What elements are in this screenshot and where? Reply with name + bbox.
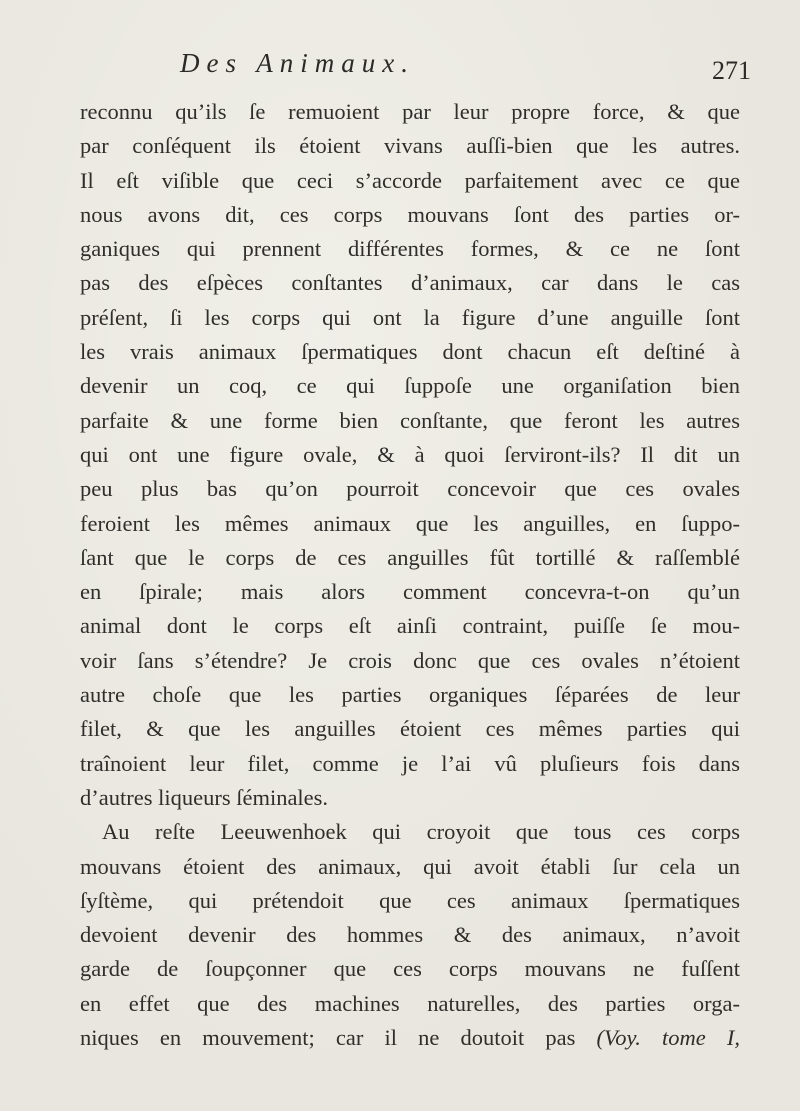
running-head: [0, 42, 800, 85]
text-line: mouvans étoient des animaux, qui avoit établi ſur cela un: [80, 853, 740, 879]
text-line: ganiques qui prennent différentes formes, & ce ne ſont: [80, 236, 740, 262]
text-line: les vrais animaux ſpermatiques dont chacun eſt deſtiné à: [80, 339, 740, 365]
volume-reference: (Voy. tome I,: [596, 1025, 741, 1051]
text-line: pas des eſpèces conſtantes d’animaux, car dans le cas: [80, 270, 740, 296]
text-line: qui ont une figure ovale, & à quoi ſerviront-ils? Il dit un: [80, 441, 740, 467]
running-title: Des Animaux.: [180, 48, 415, 78]
text-line: préſent, ſi les corps qui ont la figure d’une anguille ſont: [80, 304, 740, 330]
text-line: ſyſtème, qui prétendoit que ces animaux ſpermatiques: [80, 887, 740, 913]
text-line: Au reſte Leeuwenhoek qui croyoit que tous ces corps: [102, 819, 740, 845]
text-line: feroient les mêmes animaux que les anguilles, en ſuppo-: [80, 510, 740, 536]
text-line: animal dont le corps eſt ainſi contraint, puiſſe ſe mou-: [80, 613, 740, 639]
text-line-final-body: niques en mouvement; car il ne doutoit pas: [80, 1025, 576, 1051]
text-line: en ſpirale; mais alors comment concevra-t-on qu’un: [80, 579, 740, 605]
text-line-final: [80, 1021, 740, 1055]
text-line: traînoient leur filet, comme je l’ai vû pluſieurs fois dans: [80, 750, 740, 776]
text-line: filet, & que les anguilles étoient ces mêmes parties qui: [80, 716, 740, 742]
text-line: peu plus bas qu’on pourroit concevoir que ces ovales: [80, 476, 740, 502]
text-line: autre choſe que les parties organiques ſéparées de leur: [80, 682, 740, 708]
text-line: par conſéquent ils étoient vivans auſſi-bien que les autres.: [80, 133, 740, 159]
text-line: reconnu qu’ils ſe remuoient par leur propre force, & que: [80, 99, 740, 124]
text-line: d’autres liqueurs ſéminales.: [80, 784, 329, 810]
text-line: parfaite & une forme bien conſtante, que feront les autres: [80, 407, 740, 433]
text-line: nous avons dit, ces corps mouvans ſont des parties or-: [80, 201, 740, 227]
text-line: devenir un coq, ce qui ſuppoſe une organiſation bien: [80, 373, 740, 399]
body-text: [80, 95, 740, 1055]
text-line: ſant que le corps de ces anguilles fût tortillé & raſſemblé: [80, 544, 740, 570]
text-line: Il eſt viſible que ceci s’accorde parfaitement avec ce que: [80, 167, 740, 193]
page-number: 271: [712, 56, 751, 85]
text-line: en effet que des machines naturelles, des parties orga-: [80, 990, 740, 1016]
text-line: devoient devenir des hommes & des animaux, n’avoit: [80, 922, 740, 948]
text-line: garde de ſoupçonner que ces corps mouvans ne fuſſent: [80, 956, 740, 982]
text-line: voir ſans s’étendre? Je crois donc que ces ovales n’étoient: [80, 647, 740, 673]
